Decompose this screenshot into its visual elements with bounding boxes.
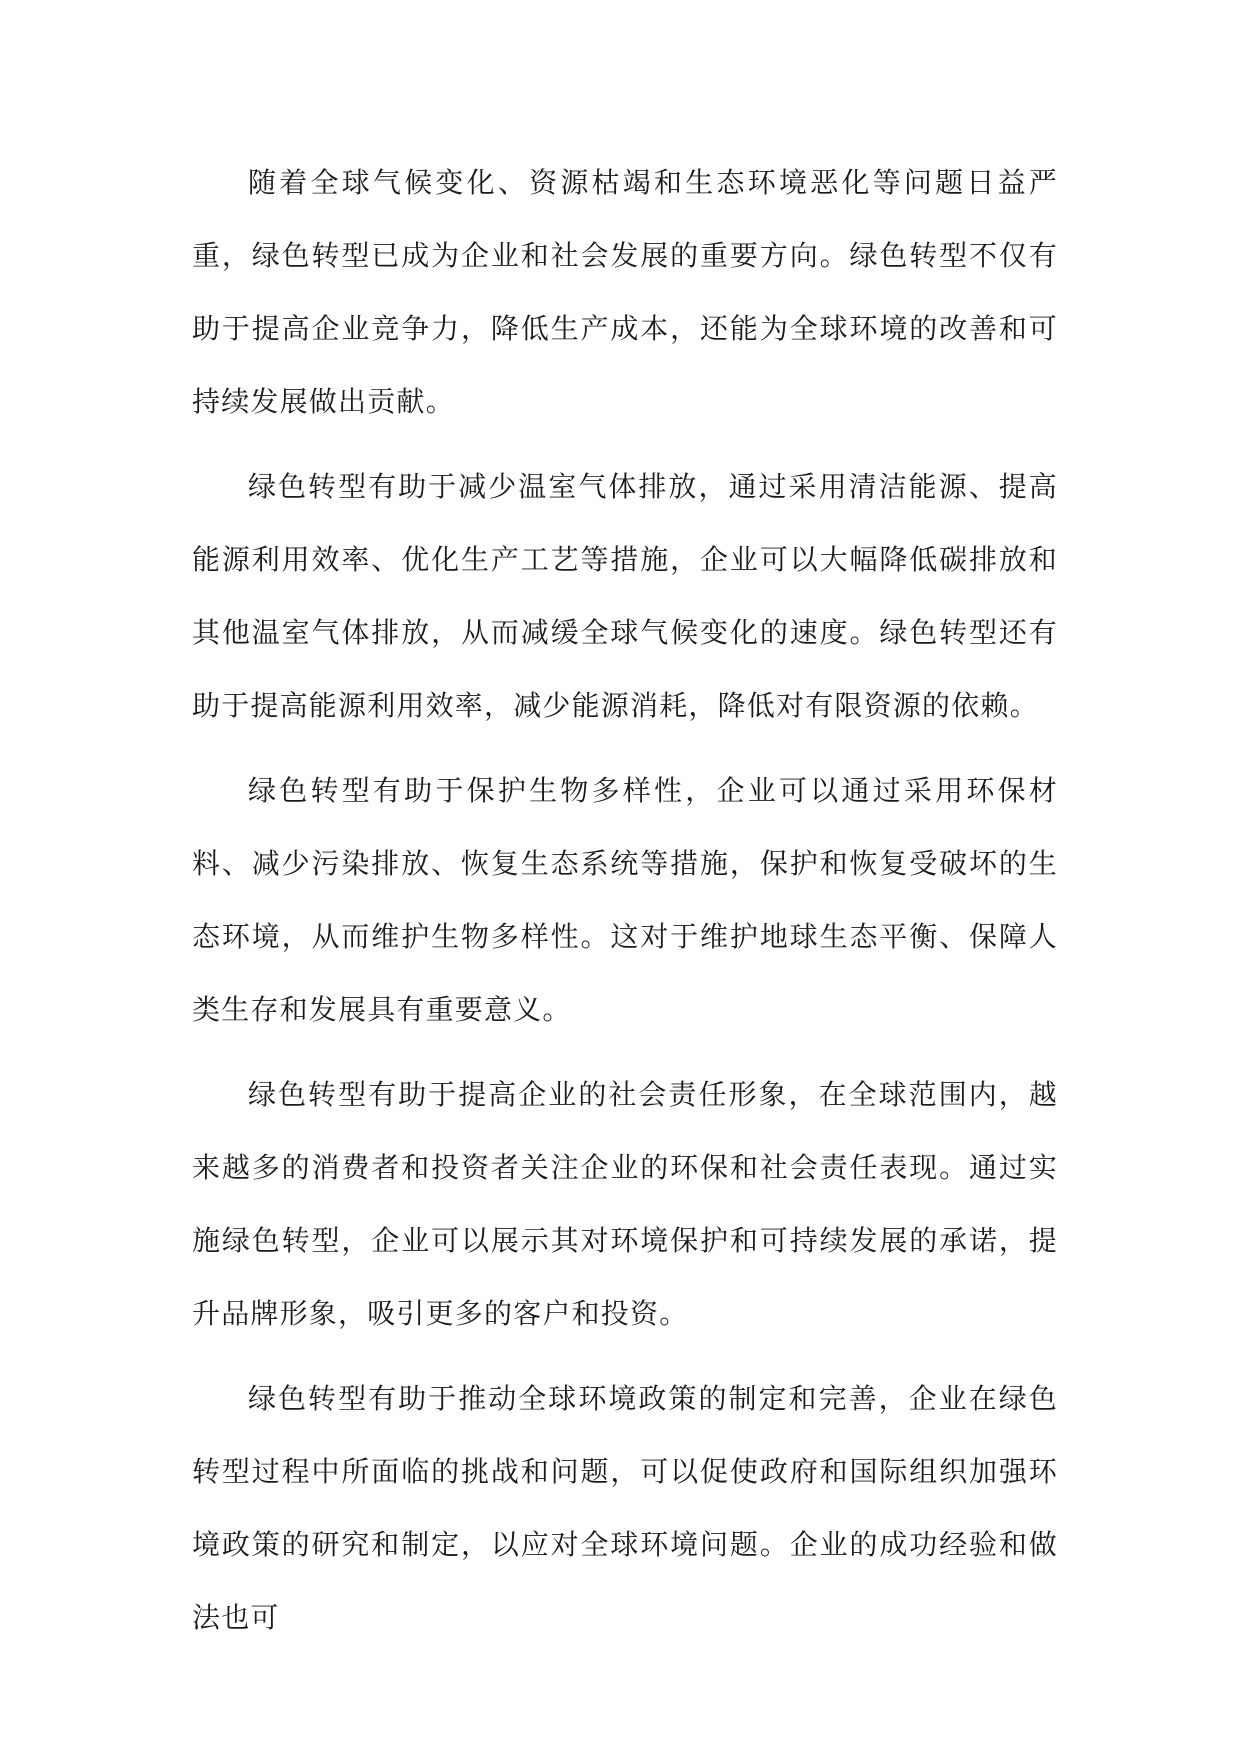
paragraph-1: 随着全球气候变化、资源枯竭和生态环境恶化等问题日益严重，绿色转型已成为企业和社会发展的重要方向。绿色转型不仅有助于提高企业竞争力，降低生产成本，还能为全球环境的改善和可持续发展做出贡献。 bbox=[192, 166, 1058, 418]
paragraph-5: 绿色转型有助于推动全球环境政策的制定和完善，企业在绿色转型过程中所面临的挑战和问题，可以促使政府和国际组织加强环境政策的研究和制定，以应对全球环境问题。企业的成功经验和做法也可 bbox=[192, 1382, 1058, 1634]
paragraph-3: 绿色转型有助于保护生物多样性，企业可以通过采用环保材料、减少污染排放、恢复生态系统等措施，保护和恢复受破坏的生态环境，从而维护生物多样性。这对于维护地球生态平衡、保障人类生存和发展具有重要意义。 bbox=[192, 774, 1058, 1026]
paragraph-4: 绿色转型有助于提高企业的社会责任形象，在全球范围内，越来越多的消费者和投资者关注企业的环保和社会责任表现。通过实施绿色转型，企业可以展示其对环境保护和可持续发展的承诺，提升品牌形象，吸引更多的客户和投资。 bbox=[192, 1078, 1058, 1330]
body-text bbox=[192, 146, 1058, 1666]
paragraph-2: 绿色转型有助于减少温室气体排放，通过采用清洁能源、提高能源利用效率、优化生产工艺等措施，企业可以大幅降低碳排放和其他温室气体排放，从而减缓全球气候变化的速度。绿色转型还有助于提高能源利用效率，减少能源消耗，降低对有限资源的依赖。 bbox=[192, 470, 1058, 722]
